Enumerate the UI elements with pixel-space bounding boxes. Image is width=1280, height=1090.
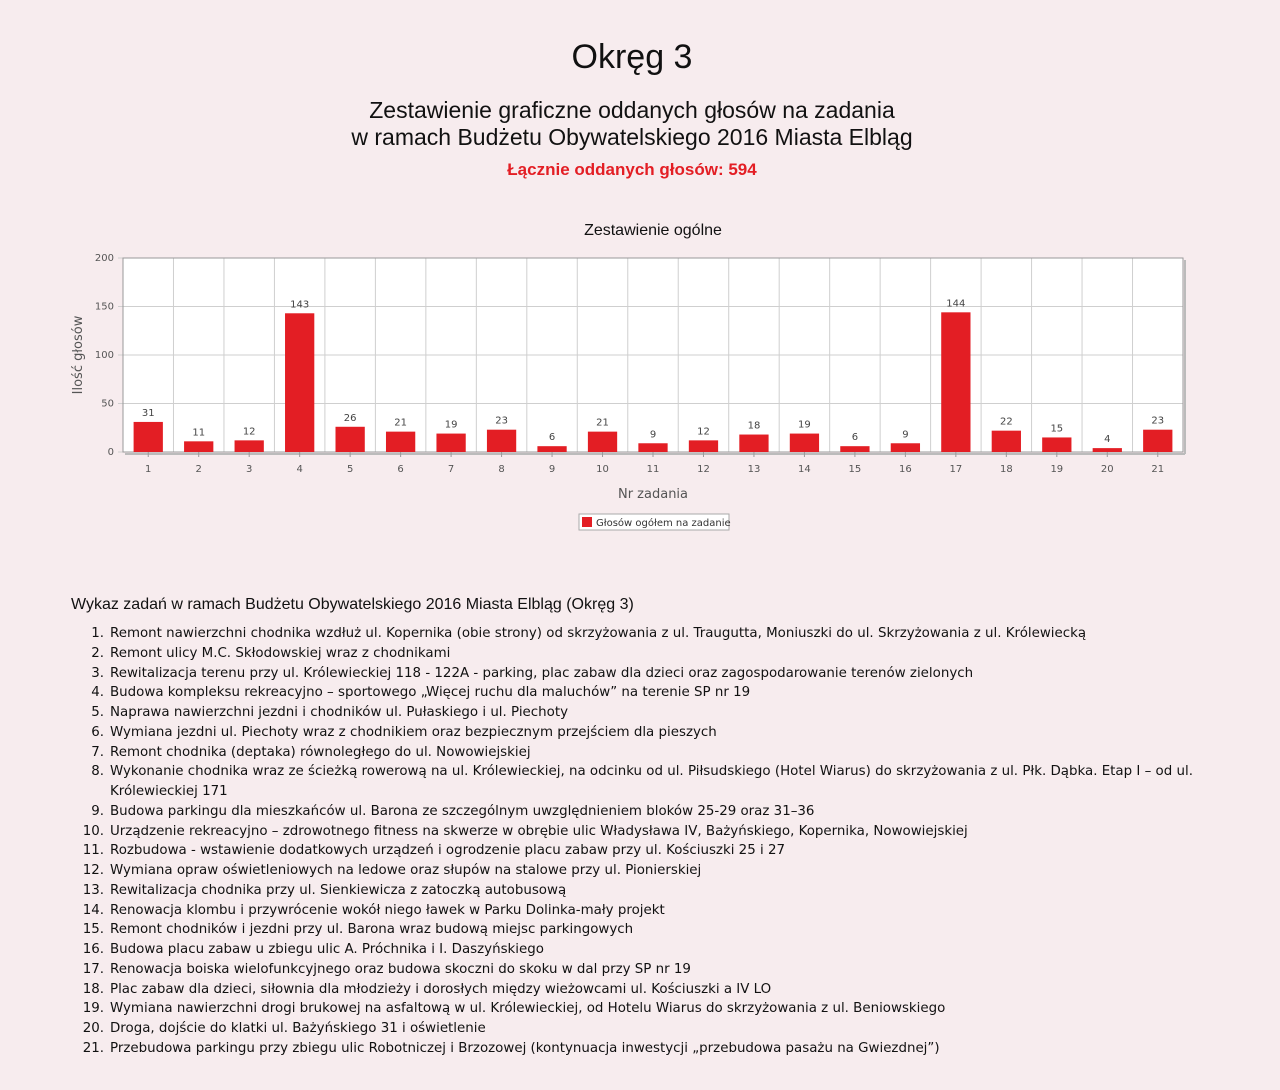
- bar: [992, 431, 1021, 452]
- task-number: 16.: [82, 942, 104, 957]
- task-list-item: [82, 1019, 1200, 1039]
- task-number: 15.: [82, 922, 104, 938]
- task-number: 14.: [82, 902, 104, 918]
- task-list-item: [91, 624, 1200, 644]
- task-list-item: [82, 1039, 1200, 1059]
- x-tick-label: 19: [1050, 464, 1064, 475]
- task-number: 7.: [91, 744, 104, 760]
- x-axis-label: Nr zadania: [617, 487, 689, 502]
- task-number: 3.: [91, 665, 104, 681]
- legend-label: Głosów ogółem na zadanie: [596, 518, 731, 529]
- task-number: 19.: [82, 1001, 104, 1017]
- bar: [891, 443, 920, 452]
- bar: [285, 313, 314, 452]
- task-text: Wymiana jezdni ul. Piechoty wraz z chodnikiem oraz bezpiecznym przejściem dla pieszych: [110, 724, 717, 740]
- legend-swatch: [582, 517, 592, 527]
- y-tick-label: 0: [107, 447, 114, 458]
- subtitle-line-1: Zestawienie graficzne oddanych głosów na zadania: [369, 97, 895, 123]
- task-number: 10.: [82, 823, 104, 839]
- bar: [386, 432, 415, 452]
- x-tick-label: 18: [999, 464, 1013, 475]
- bar-value-label: 9: [902, 429, 909, 441]
- bar: [1042, 437, 1071, 452]
- x-tick-label: 8: [498, 464, 505, 475]
- task-text: Budowa placu zabaw u zbiegu ulic A. Próchnika i I. Daszyńskiego: [110, 942, 544, 957]
- bar: [1143, 430, 1172, 452]
- task-text: Droga, dojście do klatki ul. Bażyńskiego 31 i oświetlenie: [110, 1021, 486, 1036]
- x-tick-label: 16: [899, 464, 912, 475]
- y-tick-label: 50: [101, 398, 114, 410]
- task-number: 8.: [91, 764, 104, 780]
- bar-value-label: 143: [290, 299, 310, 311]
- bar: [537, 446, 566, 452]
- bar-value-label: 6: [851, 432, 859, 444]
- y-tick-label: 200: [94, 253, 114, 264]
- task-number: 11.: [82, 843, 104, 859]
- y-axis-label: Ilość głosów: [71, 315, 86, 395]
- bar: [790, 434, 819, 452]
- task-list: [82, 624, 1200, 1059]
- bar-value-label: 23: [495, 415, 508, 427]
- task-text: Wymiana nawierzchni drogi brukowej na asfaltową w ul. Królewieckiej, od Hotelu Wiarus do skrzyżowania z ul. Beniowskiego: [110, 1001, 946, 1017]
- bar: [638, 443, 667, 452]
- task-list-item: [91, 644, 1200, 664]
- task-number: 21.: [82, 1040, 104, 1056]
- x-tick-label: 7: [447, 464, 455, 475]
- task-number: 2.: [91, 645, 104, 661]
- task-text: Remont chodnika (deptaka) równoległego do ul. Nowowiejskiej: [110, 744, 531, 760]
- task-list-item: [91, 703, 1200, 723]
- task-text: Budowa parkingu dla mieszkańców ul. Barona ze szczególnym uwzględnieniem bloków 25-29 oraz 31–36: [110, 803, 815, 819]
- x-tick-label: 2: [195, 464, 202, 475]
- x-tick-label: 10: [596, 464, 609, 475]
- task-number: 9.: [91, 803, 104, 819]
- bar-value-label: 21: [394, 417, 407, 429]
- task-list-item: [82, 861, 1200, 881]
- task-list-item: [82, 960, 1200, 980]
- task-list-item: [91, 802, 1200, 822]
- task-text: Rozbudowa - wstawienie dodatkowych urządzeń i ogrodzenie placu zabaw przy ul. Kościuszki 25 i 27: [110, 843, 785, 859]
- task-list-item: [82, 841, 1200, 861]
- bar-value-label: 6: [548, 432, 556, 444]
- task-list-item: [82, 999, 1200, 1019]
- bar-value-label: 15: [1050, 423, 1064, 435]
- task-list-item: [82, 940, 1200, 960]
- task-list-item: [91, 723, 1200, 743]
- x-tick-label: 21: [1151, 464, 1165, 475]
- y-tick-label: 150: [94, 301, 114, 313]
- task-number: 20.: [82, 1021, 104, 1036]
- task-number: 4.: [91, 685, 104, 701]
- bar: [235, 440, 264, 452]
- task-list-item: [91, 743, 1200, 763]
- bar-value-label: 31: [141, 407, 155, 419]
- bar-value-label: 11: [192, 427, 206, 439]
- x-tick-label: 15: [848, 464, 862, 475]
- task-number: 1.: [91, 626, 104, 641]
- task-text: Renowacja klombu i przywrócenie wokół niego ławek w Parku Dolinka-mały projekt: [110, 902, 665, 918]
- task-number: 5.: [91, 705, 104, 720]
- x-tick-label: 12: [697, 464, 710, 475]
- task-text: Rewitalizacja chodnika przy ul. Sienkiewicza z zatoczką autobusową: [110, 882, 567, 898]
- task-text: Wykonanie chodnika wraz ze ścieżką rowerową na ul. Królewieckiej, na odcinku od ul. Piłsudskiego (Hotel Wiarus) do skrzyżowania z ul. Płk. Dąbka. Etap I – od ul. Królewieckiej 171: [110, 764, 1193, 799]
- bar: [1093, 448, 1122, 452]
- task-list-item: [91, 664, 1200, 684]
- task-list-item: [82, 881, 1200, 901]
- task-number: 6.: [91, 724, 104, 740]
- x-tick-label: 17: [949, 464, 963, 475]
- x-tick-label: 4: [296, 464, 303, 475]
- bar: [588, 432, 617, 452]
- bar: [336, 427, 365, 452]
- bar: [941, 312, 970, 452]
- x-tick-label: 14: [798, 464, 811, 475]
- page-title: Okręg 3: [571, 38, 693, 76]
- task-list-item: [82, 822, 1200, 842]
- x-tick-label: 13: [747, 464, 761, 475]
- bar-value-label: 26: [343, 412, 357, 424]
- x-tick-label: 20: [1100, 464, 1114, 475]
- task-text: Budowa kompleksu rekreacyjno – sportowego „Więcej ruchu dla maluchów” na terenie SP nr 19: [110, 685, 751, 701]
- task-list-heading: Wykaz zadań w ramach Budżetu Obywatelskiego 2016 Miasta Elbląg (Okręg 3): [71, 596, 634, 613]
- task-text: Przebudowa parkingu przy zbiegu ulic Robotniczej i Brzozowej (kontynuacja inwestycji „przebudowa pasażu na Gwiezdnej”): [110, 1040, 940, 1056]
- bar-value-label: 23: [1151, 415, 1165, 427]
- page-subtitle: [0, 97, 1264, 151]
- bar-value-label: 19: [798, 419, 811, 431]
- bar: [184, 441, 213, 452]
- x-tick-label: 9: [548, 464, 556, 475]
- task-text: Remont chodników i jezdni przy ul. Barona wraz budową miejsc parkingowych: [110, 922, 634, 938]
- task-text: Remont ulicy M.C. Skłodowskiej wraz z chodnikami: [110, 645, 451, 661]
- task-list-item: [82, 901, 1200, 921]
- bar-value-label: 21: [596, 417, 609, 429]
- task-list-item: [91, 762, 1200, 802]
- task-list-item: [91, 683, 1200, 703]
- bar-value-label: 18: [747, 420, 761, 432]
- chart-title: Zestawienie ogólne: [584, 222, 722, 239]
- task-list-item: [82, 980, 1200, 1000]
- bar: [739, 435, 768, 452]
- task-text: Urządzenie rekreacyjno – zdrowotnego fitness na skwerze w obrębie ulic Władysława IV, Bażyńskiego, Kopernika, Nowowiejskiej: [110, 823, 968, 839]
- y-tick-label: 100: [94, 350, 114, 361]
- x-tick-label: 6: [397, 464, 404, 475]
- bar-value-label: 144: [946, 298, 966, 310]
- x-tick-label: 1: [145, 464, 152, 475]
- task-text: Naprawa nawierzchni jezdni i chodników ul. Pułaskiego i ul. Piechoty: [110, 705, 569, 720]
- bar: [689, 440, 718, 452]
- bar-value-label: 12: [697, 426, 710, 438]
- task-list-item: [82, 920, 1200, 940]
- bar-chart: [60, 210, 1200, 540]
- bar: [436, 434, 465, 452]
- bar-value-label: 4: [1104, 434, 1111, 446]
- total-votes: Łącznie oddanych głosów: 594: [507, 160, 757, 179]
- bar: [134, 422, 163, 452]
- x-tick-label: 5: [346, 464, 354, 475]
- x-tick-label: 11: [646, 464, 660, 475]
- subtitle-line-2: w ramach Budżetu Obywatelskiego 2016 Miasta Elbląg: [351, 124, 913, 150]
- task-text: Remont nawierzchni chodnika wzdłuż ul. Kopernika (obie strony) od skrzyżowania z ul. Traugutta, Moniuszki do ul. Skrzyżowania z ul. Królewiecką: [110, 626, 1087, 641]
- bar-value-label: 9: [649, 429, 657, 441]
- task-text: Rewitalizacja terenu przy ul. Królewieckiej 118 - 122A - parking, plac zabaw dla dzieci oraz zagospodarowanie terenów zielonych: [110, 665, 974, 681]
- bar-value-label: 19: [444, 419, 458, 431]
- task-text: Renowacja boiska wielofunkcyjnego oraz budowa skoczni do skoku w dal przy SP nr 19: [110, 961, 691, 977]
- bar: [840, 446, 869, 452]
- task-text: Plac zabaw dla dzieci, siłownia dla młodzieży i dorosłych między wieżowcami ul. Kościuszki a IV LO: [110, 981, 772, 997]
- bar: [487, 430, 516, 452]
- task-number: 17.: [82, 961, 104, 977]
- task-number: 13.: [82, 882, 104, 898]
- task-number: 18.: [82, 981, 104, 997]
- task-number: 12.: [82, 863, 104, 878]
- bar-value-label: 22: [999, 416, 1013, 428]
- bar-value-label: 12: [242, 426, 256, 438]
- x-tick-label: 3: [246, 464, 253, 475]
- task-text: Wymiana opraw oświetleniowych na ledowe oraz słupów na stalowe przy ul. Pionierskiej: [110, 863, 702, 878]
